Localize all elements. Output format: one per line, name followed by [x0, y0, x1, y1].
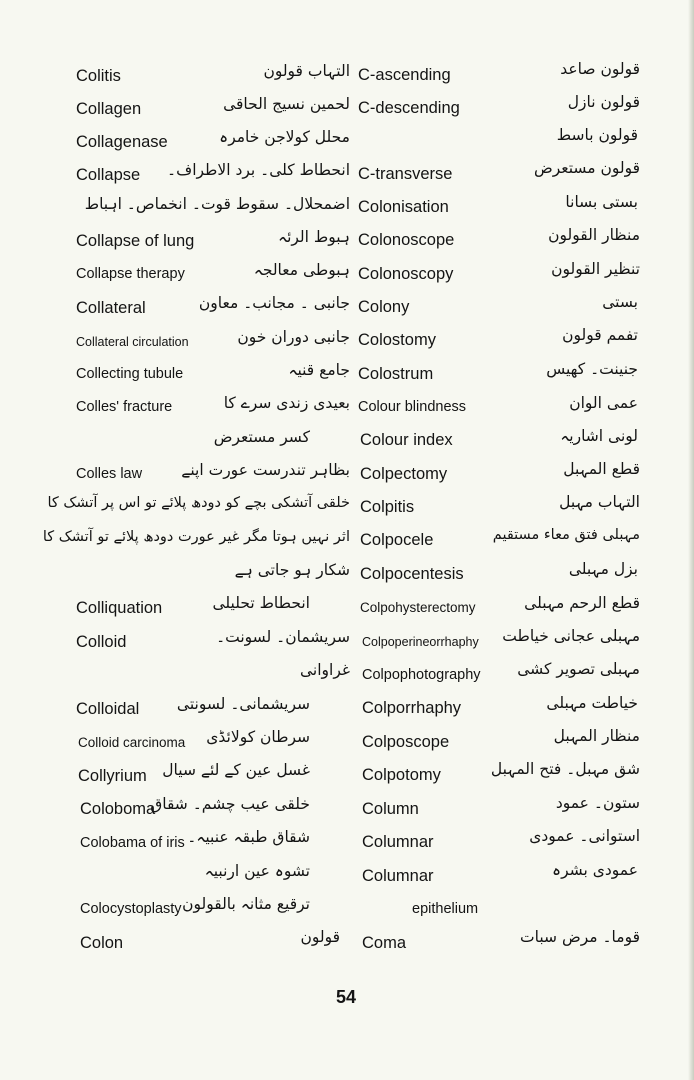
left-urdu: خلقی عیب چشم۔ شقاق: [150, 795, 310, 813]
left-term: Colloid: [76, 633, 127, 651]
left-urdu: بظاہر تندرست عورت اپنے: [181, 461, 350, 479]
left-urdu: ترقیع مثانہ بالقولون: [182, 895, 310, 913]
right-urdu: منظار المہبل: [553, 727, 640, 745]
page-edge-shadow: [688, 0, 694, 1080]
right-urdu: قوما۔ مرض سبات: [520, 928, 640, 946]
right-urdu: منظار القولون: [548, 226, 640, 244]
left-urdu: بعیدی زندی سرے کا: [223, 394, 350, 412]
right-term: Colour blindness: [358, 399, 467, 415]
left-urdu: قولون: [300, 928, 340, 946]
left-urdu: غسل عین کے لئے سیال: [162, 761, 310, 779]
right-urdu: خیاطت مہبلی: [546, 694, 638, 712]
right-urdu: قولون صاعد: [560, 60, 640, 78]
left-urdu: جانبی ۔ مجانب۔ معاون: [198, 294, 350, 312]
left-urdu: انحطاط کلی۔ برد الاطراف۔: [167, 161, 350, 179]
right-term: Colour index: [360, 431, 453, 449]
page-number: 54: [336, 987, 357, 1007]
right-term: Coma: [362, 934, 407, 952]
right-term: Colonoscope: [358, 231, 455, 249]
left-urdu: اثر نہیں ہوتا مگر غیر عورت دودھ پلائے تو آتشک کا: [42, 529, 350, 545]
left-term: Colloidal: [76, 700, 140, 718]
right-urdu: تفمم قولون: [562, 326, 638, 344]
right-urdu: مہبلی عجانی خیاطت: [502, 627, 640, 645]
left-term: Collapse therapy: [76, 266, 185, 282]
left-term: Colon: [80, 934, 124, 952]
left-urdu: سریشمان۔ لسونت۔: [216, 628, 350, 646]
right-term: Colposcope: [362, 733, 450, 751]
right-term: Colonoscopy: [358, 265, 454, 283]
right-term: Colostomy: [358, 331, 436, 349]
right-urdu: قطع المہبل: [563, 460, 640, 478]
right-term: epithelium: [412, 901, 479, 917]
left-term: Collagenase: [76, 133, 168, 151]
right-urdu: قطع الرحم مہبلی: [524, 594, 640, 612]
left-term: Colobama of iris: [80, 835, 185, 851]
right-urdu: بزل مہبلی: [568, 560, 638, 578]
right-term: C-ascending: [358, 66, 451, 84]
right-term: Colpocele: [360, 531, 434, 549]
right-urdu: مہبلی تصویر کشی: [517, 660, 640, 678]
right-urdu: قولون مستعرض: [533, 159, 640, 177]
right-urdu: مہبلی فتق معاء مستقیم: [492, 527, 640, 543]
right-term: Columnar: [362, 867, 434, 885]
right-urdu: جنینت۔ کھیس: [546, 360, 638, 378]
right-term: Columnar: [362, 833, 434, 851]
right-urdu: التہاب مہبل: [559, 493, 640, 511]
left-urdu: غراوانی: [300, 661, 350, 679]
left-term: Collagen: [76, 100, 142, 118]
left-urdu: لحمین نسیج الحاقی: [223, 95, 350, 113]
right-urdu: بستی: [602, 293, 638, 311]
left-urdu: ہبوطی معالجہ: [253, 261, 350, 279]
left-term: Collecting tubule: [76, 366, 184, 382]
right-term: Colpectomy: [360, 465, 448, 483]
right-urdu: تنظیر القولون: [551, 260, 640, 278]
right-urdu: عمی الوان: [569, 394, 638, 412]
right-urdu: استوانی۔ عمودی: [529, 827, 640, 845]
right-term: Colpohysterectomy: [360, 600, 476, 615]
left-urdu: انحطاط تحلیلی: [212, 594, 310, 612]
left-urdu: ہبوط الرئہ: [277, 228, 350, 246]
left-urdu: جانبی دوران خون: [237, 328, 350, 346]
left-urdu: شکار ہو جاتی ہے: [234, 561, 350, 579]
right-term: Column: [362, 800, 419, 818]
right-urdu: لونی اشاریہ: [560, 427, 638, 445]
right-term: Colpotomy: [362, 766, 441, 784]
left-term: Colliquation: [76, 599, 163, 617]
right-urdu: عمودی بشرہ: [552, 861, 638, 879]
left-urdu: سرطان کولائڈی: [206, 728, 310, 746]
left-urdu: التہاب قولون: [263, 62, 350, 80]
left-term: Collateral: [76, 299, 146, 317]
left-urdu: جامع قنیہ: [288, 361, 350, 379]
right-urdu: قولون نازل: [567, 93, 640, 111]
right-urdu: قولون باسط: [556, 126, 638, 144]
left-urdu: محلل کولاجن خامرہ: [219, 128, 350, 146]
left-urdu: سریشمانی۔ لسونتی: [176, 695, 310, 713]
right-term: C-transverse: [358, 165, 453, 183]
right-urdu: بستی بسانا: [565, 193, 638, 211]
left-urdu: خلقی آتشکی بچے کو دودھ پلائے تو اس پر آتشک کا: [47, 495, 350, 511]
right-term: Colpocentesis: [360, 565, 464, 583]
left-urdu: شقاق طبقہ عنبیہ۔: [187, 828, 310, 846]
left-urdu: تشوہ عین ارنبیہ: [204, 862, 310, 880]
left-term: Colles law: [76, 466, 143, 482]
right-urdu: ستون۔ عمود: [555, 794, 640, 812]
left-term: Coloboma: [80, 800, 156, 818]
left-term: Colocystoplasty: [80, 901, 182, 917]
right-urdu: شق مہبل۔ فتح المہبل: [490, 760, 640, 778]
left-urdu: کسر مستعرض: [213, 428, 310, 446]
left-term: Collapse: [76, 166, 141, 184]
right-term: C-descending: [358, 99, 460, 117]
right-term: Colonisation: [358, 198, 449, 216]
right-term: Colostrum: [358, 365, 434, 383]
left-term: Colitis: [76, 67, 121, 85]
right-term: Colporrhaphy: [362, 699, 462, 717]
left-term: Collyrium: [78, 767, 147, 785]
left-term: Collateral circulation: [76, 335, 189, 349]
left-term: Colles' fracture: [76, 399, 173, 415]
right-term: Colpophotography: [362, 667, 481, 683]
left-term: Colloid carcinoma: [78, 735, 186, 750]
right-term: Colpitis: [360, 498, 415, 516]
left-urdu: اضمحلال۔ سقوط قوت۔ انخماص۔ اہباط: [84, 195, 350, 213]
right-term: Colony: [358, 298, 410, 316]
right-term: Colpoperineorrhaphy: [362, 635, 479, 649]
left-term: Collapse of lung: [76, 232, 195, 250]
